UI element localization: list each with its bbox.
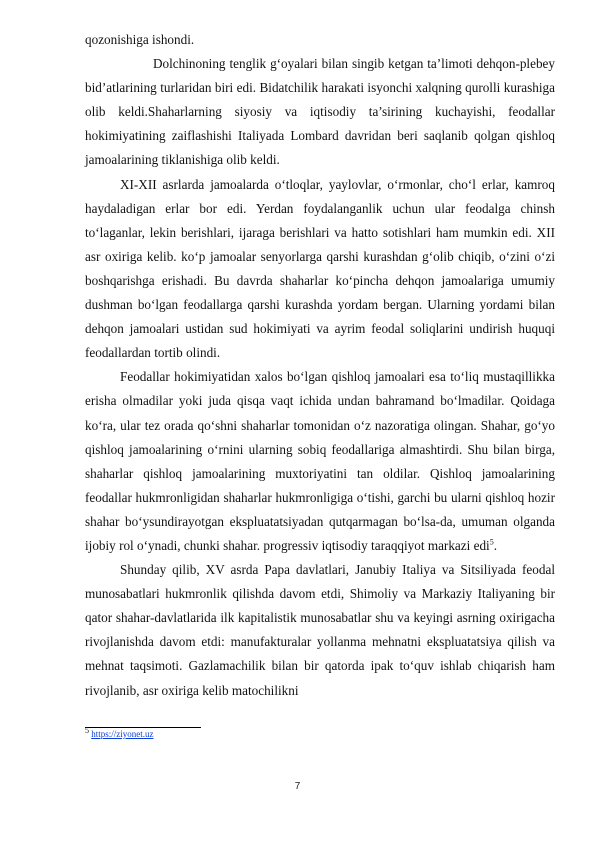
footnote-divider [85, 727, 201, 728]
footnote [85, 726, 154, 739]
paragraph-shunday: Shunday qilib, XV asrda Papa davlatlari, Janubiy Italiya va Sitsiliyada feodal munosabatlari hukmronlik qilishda davom etdi, Shimoliy va Markaziy Italiyaning bir qator shahar-davlatlarida ilk kapitalistik munosabatlar shu va keyingi asrning oxirigacha rivojlanishda davom etdi: manufakturalar yollanma mehnatni ekspluatatsiya qilish va mehnat taqsimoti. Gazlamachilik bilan bir qatorda ipak to‘quv ishlab chiqarish ham rivojlanib, asr oxiriga kelib matochilikni [85, 562, 555, 698]
paragraph-feodallar-text: Feodallar hokimiyatidan xalos bo‘lgan qishloq jamoalari esa to‘liq mustaqillikka erisha olmadilar yoki juda qisqa vaqt ichida undan bahramand bo‘lmadilar. Qoidaga ko‘ra, ular tez orada qo‘shni shaharlar tomonidan o‘z nazoratiga olingan. Shahar, go‘yo qishloq jamoalarining o‘rnini ularning sobiq feodallariga almashtirdi. Shu bilan birga, shaharlar qishloq jamoalarining muxtoriyatini tan oldilar. Qishloq jamoalarining feodallar hukmronligidan shaharlar hukmronligiga o‘tishi, garchi bu ularni qishloq hozir shahar bo‘ysundirayotgan ekspluatatsiyadan qutqarmagan bo‘lsa-da, umuman olganda ijobiy rol o‘ynadi, chunki shahar. progressiv iqtisodiy taraqqiyot markazi edi [85, 369, 555, 553]
footnote-reference-period: . [493, 537, 497, 553]
paragraph-feodallar [85, 365, 555, 558]
paragraph-xi-xii: XI-XII asrlarda jamoalarda o‘tloqlar, yaylovlar, o‘rmonlar, cho‘l erlar, kamroq haydaladigan erlar bor edi. Yerdan foydalanganlik uchun ular feodalga chinsh to‘laganlar, lekin berishlari, ijaraga berishlari va hatto sotishlari ham mumkin edi. XII asr oxiriga kelib. ko‘p jamoalar senyorlarga qarshi kurashdan g‘olib chiqib, o‘zini o‘zi boshqarishga erishadi. Bu davrda shaharlar ko‘pincha dehqon jamoalariga umumiy dushman bo‘lgan feodallarga qarshi kurashda yordam bergan. Ularning yordami bilan dehqon jamoalari ustidan sud hokimiyati va ayrim feodal soliqlarini undirish huquqi feodallardan tortib olindi. [85, 176, 555, 361]
page-number: 7 [294, 781, 301, 792]
body-text [85, 28, 555, 703]
paragraph-dolchino: Dolchinoning tenglik g‘oyalari bilan singib ketgan ta’limoti dehqon-plebey bid’atlarining turlaridan biri edi. Bidatchilik harakati isyonchi xalqning qurolli kurashiga olib keldi.Shaharlarning siyosiy va iqtisodiy ta’sirining kuchayishi, feodallar hokimiyatining zaiflashishi Italiyada Lombard davridan beri saqlanib qolgan qishloq jamoalarining tiklanishiga olib keldi. [85, 56, 555, 168]
footnote-reference: 5 [489, 537, 494, 547]
footnote-number: 5 [85, 726, 89, 735]
footnote-link[interactable]: https://ziyonet.uz [91, 729, 154, 739]
paragraph-continuation: qozonishiga ishondi. [85, 32, 195, 47]
